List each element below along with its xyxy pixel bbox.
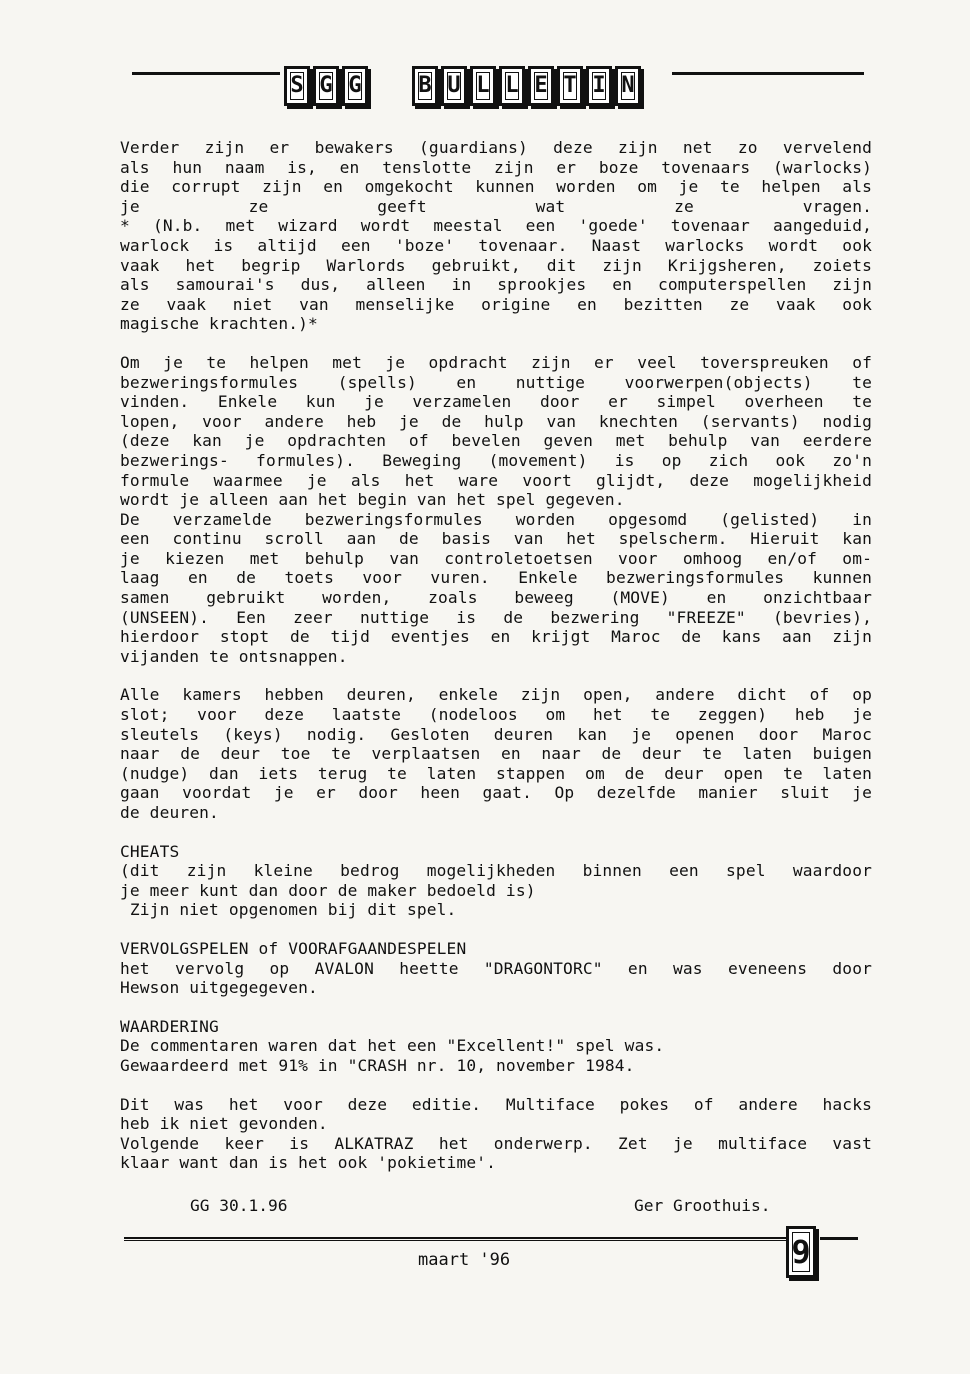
- text-line: Dit was het voor deze editie. Multiface pokes of andere hacks: [120, 1094, 872, 1114]
- banner-letter-tile: G: [313, 66, 339, 106]
- article-paragraph: [120, 1095, 872, 1173]
- header-rule-right: [672, 72, 864, 75]
- text-line: gaan voordat je er door heen gaat. Op dezelfde manier sluit je: [120, 783, 872, 803]
- text-line: laag en de toets voor vuren. Enkele bezweringsformules kunnen: [120, 568, 872, 588]
- text-line: formule waarmee je als het ware voort glijdt, deze mogelijkheid: [120, 470, 872, 490]
- banner-sgg: [284, 66, 368, 106]
- footer-rule: [124, 1237, 786, 1239]
- text-line: (deze kan je opdrachten of bevelen geven met behulp van eerdere: [120, 431, 872, 451]
- article-paragraph: [120, 939, 872, 998]
- text-line: Om je te helpen met je opdracht zijn er veel toverspreuken of: [120, 352, 872, 372]
- footer-rule-tail: [820, 1237, 858, 1240]
- text-line: wordt je alleen aan het begin van het spel gegeven.: [120, 490, 625, 510]
- signature-date: GG 30.1.96: [190, 1196, 288, 1215]
- text-line: Zijn niet opgenomen bij dit spel.: [120, 900, 457, 920]
- text-line: * (N.b. met wizard wordt meestal een 'goede' tovenaar aangeduid,: [120, 216, 872, 236]
- text-line: slot; voor deze laatste (nodeloos om het te zeggen) heb je: [120, 705, 872, 725]
- text-line: samen gebruikt worden, zoals beweeg (MOVE) en onzichtbaar: [120, 588, 872, 608]
- banner-letter-tile: E: [528, 66, 554, 106]
- article-body: [120, 138, 872, 1192]
- banner-letter-tile: U: [441, 66, 467, 106]
- text-line: bezweringsformules (spells) en nuttige voorwerpen(objects) te: [120, 372, 872, 392]
- footer-rule-secondary: [124, 1240, 786, 1241]
- text-line: Alle kamers hebben deuren, enkele zijn open, andere dicht of op: [120, 685, 872, 705]
- text-line: als hun naam is, en tenslotte zijn er boze tovenaars (warlocks): [120, 157, 872, 177]
- text-line: WAARDERING: [120, 1016, 219, 1036]
- text-line: heb ik niet gevonden.: [120, 1114, 328, 1134]
- banner-letter-tile: S: [284, 66, 310, 106]
- text-line: Volgende keer is ALKATRAZ het onderwerp. Zet je multiface vast: [120, 1133, 872, 1153]
- text-line: naar de deur toe te verplaatsen en naar de deur te laten buigen: [120, 744, 872, 764]
- text-line: vijanden te ontsnappen.: [120, 646, 348, 666]
- text-line: lopen, voor andere heb je de hulp van knechten (servants) nodig: [120, 411, 872, 431]
- page-number: 9: [786, 1226, 816, 1278]
- text-line: De commentaren waren dat het een "Excellent!" spel was.: [120, 1036, 665, 1056]
- banner-letter-tile: I: [586, 66, 612, 106]
- text-line: warlock is altijd een 'boze' tovenaar. Naast warlocks wordt ook: [120, 235, 872, 255]
- text-line: magische krachten.)*: [120, 314, 318, 334]
- text-line: (UNSEEN). Een zeer nuttige is de bezwering "FREEZE" (bevries),: [120, 607, 872, 627]
- text-line: VERVOLGSPELEN of VOORAFGAANDESPELEN: [120, 938, 467, 958]
- text-line: het vervolg op AVALON heette "DRAGONTORC" en was eveneens door: [120, 958, 872, 978]
- text-line: De verzamelde bezweringsformules worden opgesomd (gelisted) in: [120, 509, 872, 529]
- text-line: (dit zijn kleine bedrog mogelijkheden binnen een spel waardoor: [120, 861, 872, 881]
- text-line: klaar want dan is het ook 'pokietime'.: [120, 1153, 497, 1173]
- article-paragraph: [120, 842, 872, 920]
- text-line: vaak het begrip Warlords gebruikt, dit zijn Krijgsheren, zoiets: [120, 255, 872, 275]
- text-line: Verder zijn er bewakers (guardians) deze zijn net zo vervelend: [120, 138, 872, 157]
- banner-bulletin: [412, 66, 641, 106]
- article-paragraph: [120, 1017, 872, 1076]
- footer-issue-date: maart '96: [418, 1250, 511, 1270]
- text-line: sleutels (keys) nodig. Gesloten deuren kan je openen door Maroc: [120, 724, 872, 744]
- banner-letter-tile: N: [615, 66, 641, 106]
- text-line: je kiezen met behulp van controletoetsen voor omhoog en/of om-: [120, 548, 872, 568]
- text-line: bezwerings- formules). Beweging (movement) is op zich ook zo'n: [120, 450, 872, 470]
- banner-letter-tile: G: [342, 66, 368, 106]
- text-line: de deuren.: [120, 803, 219, 822]
- text-line: je meer kunt dan door de maker bedoeld is): [120, 880, 536, 900]
- text-line: Hewson uitgegegeven.: [120, 978, 318, 998]
- article-paragraph: [120, 685, 872, 822]
- text-line: (nudge) dan iets terug te laten stappen om de deur open te laten: [120, 763, 872, 783]
- text-line: een continu scroll aan de basis van het spelscherm. Hieruit kan: [120, 529, 872, 549]
- text-line: ze vaak niet van menselijke origine en bezitten ze vaak ook: [120, 294, 872, 314]
- banner-letter-tile: L: [499, 66, 525, 106]
- article-paragraph: [120, 353, 872, 667]
- text-line: Gewaardeerd met 91% in "CRASH nr. 10, november 1984.: [120, 1055, 635, 1075]
- signature-author: Ger Groothuis.: [634, 1196, 771, 1215]
- text-line: CHEATS: [120, 841, 180, 861]
- text-line: hierdoor stopt de tijd eventjes en krijgt Maroc de kans aan zijn: [120, 627, 872, 647]
- text-line: je ze geeft wat ze vragen.: [120, 196, 872, 216]
- banner-letter-tile: T: [557, 66, 583, 106]
- banner-letter-tile: B: [412, 66, 438, 106]
- article-paragraph: [120, 138, 872, 334]
- text-line: die corrupt zijn en omgekocht kunnen worden om je te helpen als: [120, 177, 872, 197]
- text-line: vinden. Enkele kun je verzamelen door er simpel overheen te: [120, 392, 872, 412]
- banner-letter-tile: L: [470, 66, 496, 106]
- text-line: als samourai's dus, alleen in sprookjes en computerspellen zijn: [120, 275, 872, 295]
- header-rule-left: [132, 72, 280, 75]
